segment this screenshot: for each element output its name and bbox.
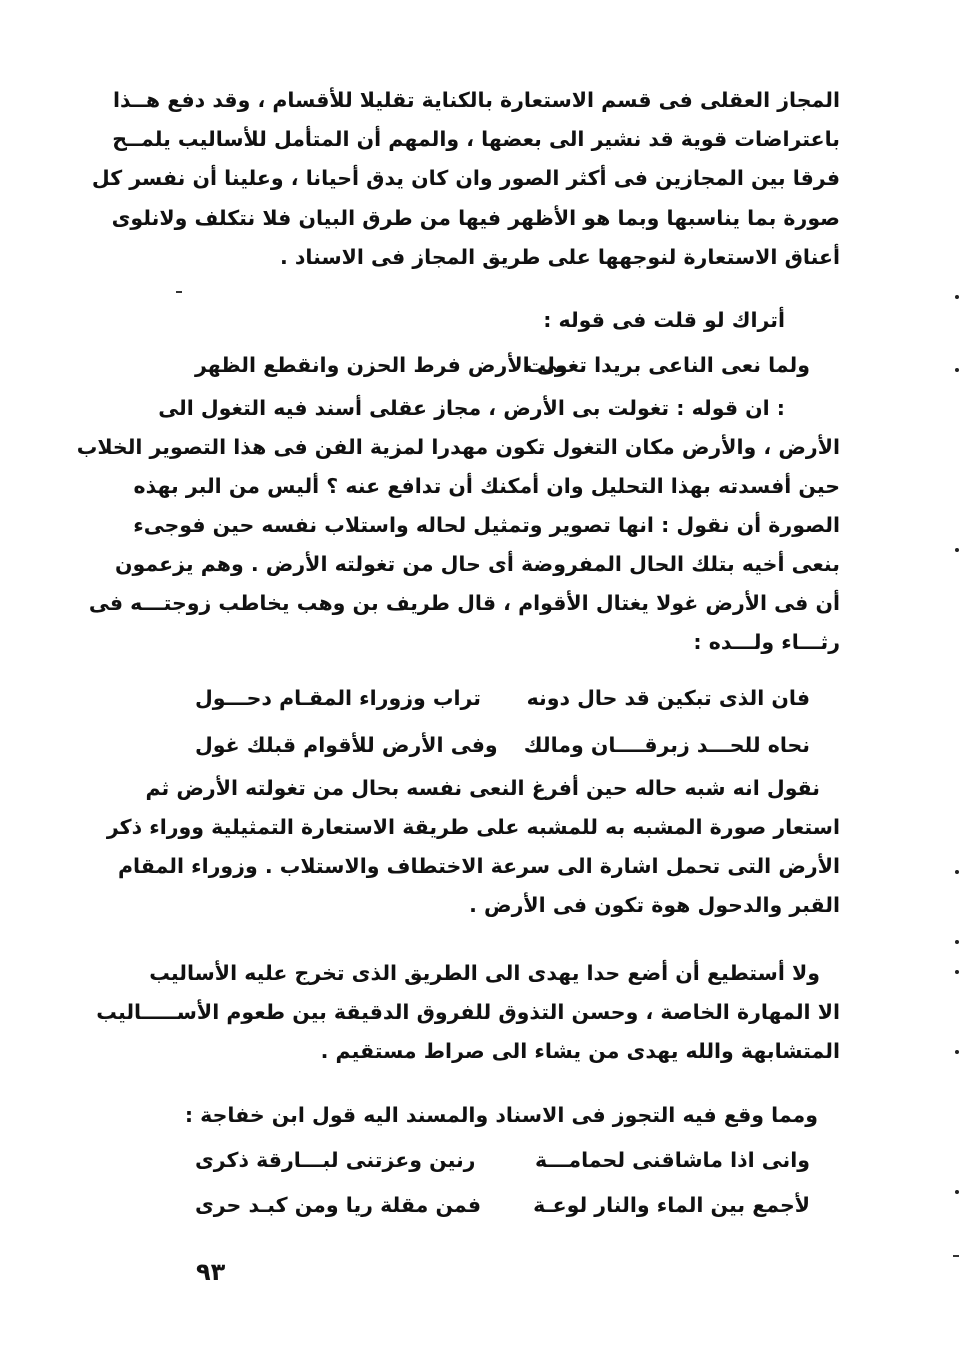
text-line: القبر والدحول هوة تكون فى الأرض .	[469, 893, 840, 917]
text-line: الصورة أن نقول : انها تصوير وتمثيل لحاله واستلاب نفسه حين فوجىء	[133, 513, 840, 537]
text-line: ومما وقع فيه التجوز فى الاسناد والمسند اليه قول ابن خفاجة :	[184, 1103, 818, 1127]
scan-mark	[955, 368, 959, 372]
text-line: بنعى أخيه بتلك الحال المفروضة أى حال من تغولته الأرض . وهم يزعمون	[115, 552, 840, 576]
verse-second-hemistich: وفى الأرض للأقوام قبلك غول	[195, 733, 498, 757]
paragraph-1	[91, 85, 840, 269]
verse-first-hemistich: وانى اذا ماشاقنى لحمامـــة	[534, 1148, 810, 1172]
scan-mark	[955, 870, 959, 874]
scan-mark	[955, 1050, 959, 1054]
verse-line	[195, 1190, 810, 1222]
verse-second-hemistich: فمن مقلة ريا ومن كبـد حرى	[195, 1193, 482, 1217]
text-line: أتراك لو قلت فى قوله :	[543, 308, 785, 332]
scan-mark	[176, 291, 182, 293]
scan-mark	[955, 1190, 959, 1194]
verse-first-hemistich: ولما نعى الناعى بريدا تغولت	[525, 353, 810, 377]
scan-mark	[955, 548, 959, 552]
text-line: : ان قوله : تغولت بى الأرض ، مجاز عقلى أسند فيه التغول الى	[158, 396, 785, 420]
text-line: نقول انه شبه حاله حين أفرغ النعى نفسه بحال من تغولته الأرض ثم	[145, 776, 820, 800]
text-line: الأرض ، والأرض مكان التغول تكون مهدرا لمزية الفن فى هذا التصوير الخلاب	[76, 435, 840, 459]
text-line: المجاز العقلى فى قسم الاستعارة بالكناية تقليلا للأقسام ، وقد دفع هــذا	[113, 88, 840, 112]
scan-mark	[955, 940, 959, 944]
verse-second-hemistich: بى الأرض فرط الحزن وانقطع الظهر	[195, 353, 566, 377]
verse-line	[195, 350, 810, 382]
verse-second-hemistich: رنين وعزتنى لبـــارقة ذكرى	[195, 1148, 476, 1172]
verse-line	[195, 683, 810, 715]
text-line: أن فى الأرض غولا يغتال الأقوام ، قال طريف بن وهب يخاطب زوجتـــه فى	[88, 591, 840, 615]
text-line: صورة بما يناسبها وبما هو الأظهر فيها من طرق البيان فلا نتكلف ولانلوى	[111, 206, 840, 230]
verse-line	[195, 1145, 810, 1177]
paragraph-4	[96, 958, 840, 1078]
scan-mark	[955, 970, 959, 974]
verse-second-hemistich: تراب وزوراء المقـام دحـــول	[195, 686, 481, 710]
text-line: ولا أستطيع أن أضع حدا يهدى الى الطريق الذى تخرج عليه الأساليب	[149, 961, 820, 985]
text-line: فرقا بين المجازين فى أكثر الصور وان كان يدق أحيانا ، وعلينا أن نفسر كل	[91, 166, 840, 190]
verse-line	[195, 730, 810, 762]
verse-first-hemistich: نحاه للحـــد زبرقــــان ومالك	[523, 733, 810, 757]
scan-mark	[953, 1255, 959, 1257]
verse-intro-1	[165, 305, 840, 337]
text-line: الا المهارة الخاصة ، وحسن التذوق للفروق الدقيقة بين طعوم الأســـــاليب	[96, 1000, 840, 1024]
text-line: المتشابهة والله يهدى من يشاء الى صراط مستقيم .	[320, 1039, 840, 1063]
text-line: الأرض التى تحمل اشارة الى سرعة الاختطاف والاستلاب . وزوراء المقام	[118, 854, 840, 878]
text-line: أعناق الاستعارة لنوجهها على طريق المجاز فى الاسناد .	[279, 245, 840, 269]
paragraph-3	[106, 773, 840, 933]
paragraph-2	[76, 393, 840, 663]
text-line: رثـــاء ولـــده :	[693, 630, 840, 654]
text-line: باعتراضات قوية قد نشير الى بعضها ، والمهم أن المتأمل للأساليب يلمــح	[112, 127, 840, 151]
text-line: حين أفسدته بهذا التحليل وان أمكنك أن تدافع عنه ؟ أليس من البر بهذه	[133, 474, 840, 498]
verse-first-hemistich: فان الذى تبكين قد حال دونه	[526, 686, 810, 710]
text-line: استعار صورة المشبه به للمشبه على طريقة الاستعارة التمثيلية ووراء ذكر	[106, 815, 840, 839]
verse-intro-2	[165, 1100, 840, 1132]
scan-mark	[955, 295, 959, 299]
page-number: ٩٣	[196, 1258, 226, 1286]
verse-first-hemistich: لأجمع بين الماء والنار لوعـة	[533, 1193, 810, 1217]
